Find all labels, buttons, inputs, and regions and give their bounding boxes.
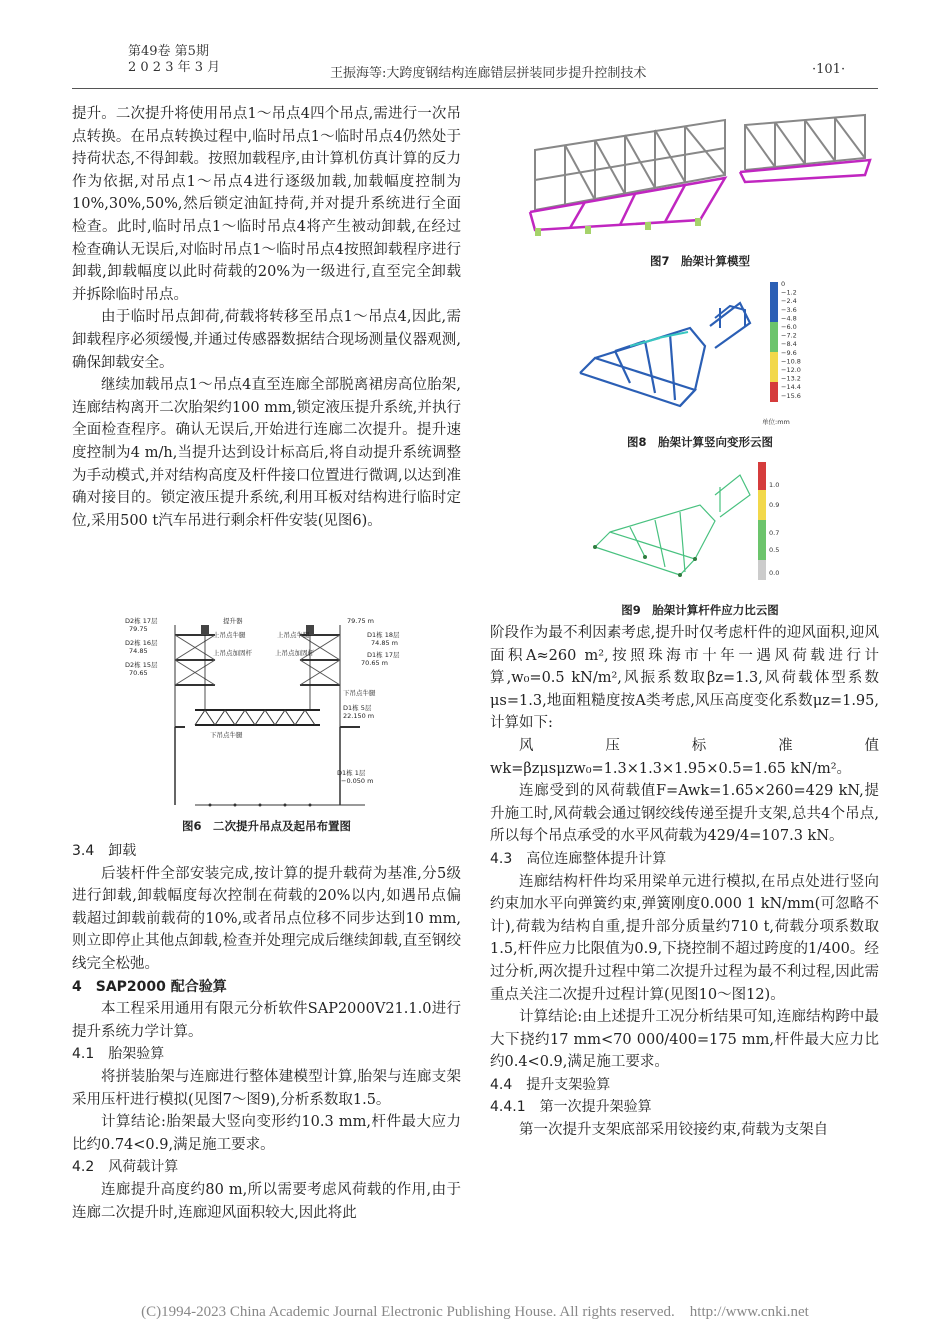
left-column-bottom xyxy=(72,840,461,1224)
section-heading: 4.3 高位连廊整体提升计算 xyxy=(490,850,667,867)
fig8-legend-label: −12.0 xyxy=(781,366,801,374)
fig6-label: 上吊点牛腿 xyxy=(277,631,310,639)
fig8-legend-label: −13.2 xyxy=(781,374,801,383)
copyright-footer: (C)1994-2023 China Academic Journal Electronic Publishing House. All rights reserved. http://www.cnki.net xyxy=(141,1304,809,1320)
figure-9-caption: 图9 胎架计算杆件应力比云图 xyxy=(621,603,779,617)
fig8-legend-label: −1.2 xyxy=(781,288,797,297)
volume-issue: 第49卷 第5期 xyxy=(128,44,209,59)
header-rule xyxy=(72,88,878,89)
figure-9-stress-ratio xyxy=(590,457,790,597)
figure-7-model xyxy=(525,100,885,250)
section-heading: 3.4 卸载 xyxy=(72,843,137,859)
paragraph: 计算结论:由上述提升工况分析结果可知,连廊结构跨中最大下挠约17 mm<70 000/400=175 mm,杆件最大应力比约0.4<0.9,满足施工要求。 xyxy=(490,1009,879,1071)
fig9-legend-label: 0.9 xyxy=(769,501,780,509)
fig9-legend-label: 0.5 xyxy=(769,546,780,554)
paragraph: 将拼装胎架与连廊进行整体建模型计算,胎架与连廊支架采用压杆进行模拟(见图7～图9),分析系数取1.5。 xyxy=(72,1068,461,1108)
fig6-label: 上吊点牛腿 xyxy=(213,631,246,639)
fig8-legend-label: 0 xyxy=(781,280,786,288)
fig6-label: D2栋 15层 xyxy=(125,661,158,669)
paragraph: 连廊受到的风荷载值F=Awk=1.65×260=429 kN,提升施工时,风荷载会通过钢绞线传递至提升支架,总共4个吊点,所以每个吊点承受的水平风荷载为429/4=107.3 kN。 xyxy=(490,783,879,845)
fig6-label: 下吊点牛腿 xyxy=(210,731,243,739)
section-heading: 4.4.1 第一次提升架验算 xyxy=(490,1099,652,1116)
section-heading: 4.1 胎架验算 xyxy=(72,1046,165,1063)
paragraph: 本工程采用通用有限元分析软件SAP2000V21.1.0进行提升系统力学计算。 xyxy=(72,1001,461,1040)
publication-date: 2 0 2 3 年 3 月 xyxy=(128,60,221,75)
fig9-legend-label: 0.7 xyxy=(769,529,780,537)
section-heading: 4.4 提升支架验算 xyxy=(490,1076,611,1093)
fig8-legend-label: −14.4 xyxy=(781,383,801,392)
figure-7-caption: 图7 胎架计算模型 xyxy=(649,254,750,268)
fig6-label: 79.75 xyxy=(129,625,148,633)
fig6-label: 74.85 m xyxy=(371,639,399,647)
fig6-label: 74.85 xyxy=(129,647,148,655)
section-heading: 4.2 风荷载计算 xyxy=(72,1159,179,1176)
fig6-label: D1栋 5层 xyxy=(343,704,372,712)
fig8-legend-label: −15.6 xyxy=(781,391,801,400)
fig6-label: −0.050 m xyxy=(341,777,374,785)
formula: 风压标准值wk=βzμsμzw₀=1.3×1.3×1.95×0.5=1.65 kN/m²。 xyxy=(490,737,879,777)
fig9-legend-label: 0.0 xyxy=(769,569,780,577)
fig6-label: D1栋 1层 xyxy=(337,769,366,777)
paragraph: 提升。二次提升将使用吊点1～吊点4四个吊点,需进行一次吊点转换。在吊点转换过程中,临时吊点1～临时吊点4仍然处于持荷状态,不得卸载。按照加载程序,由计算机仿真计算的反力作为依据,对吊点1～吊点4进行逐级加载,加载幅度控制为10%,30%,50%,然后锁定油缸持荷,并对提升系统进行全面检查。此时,临时吊点1～临时吊点4将产生被动卸载,在经过检查确认无误后,对临时吊点1～临时吊点4按照卸载程序进行卸载,卸载幅度以此时荷载的20%为一级进行,直至完全卸载并拆除临时吊点。 xyxy=(72,106,461,303)
fig8-unit: 单位:mm xyxy=(762,418,790,426)
fig6-label: D1栋 17层 xyxy=(367,651,400,659)
figure-6-caption: 图6 二次提升吊点及起吊布置图 xyxy=(182,819,351,833)
journal-issue xyxy=(128,44,220,76)
fig8-legend-label: −2.4 xyxy=(781,297,797,306)
paragraph: 由于临时吊点卸荷,荷载将转移至吊点1～吊点4,因此,需卸载程序必须缓慢,并通过传感器数据结合现场测量仪器观测,确保卸载安全。 xyxy=(72,309,461,371)
page-number: ·101· xyxy=(812,62,846,77)
fig6-label: 上吊点加固杆 xyxy=(275,649,314,657)
paragraph: 后装杆件全部安装完成,按计算的提升载荷为基准,分5级进行卸载,卸载幅度每次控制在荷载的20%以内,如遇吊点偏载超过卸载前载荷的10%,或者吊点位移不同步达到10 mm,则立即停止其他点卸载,检查并处理完成后继续卸载,直至钢绞线完全松弛。 xyxy=(72,865,461,972)
fig8-legend-label: −6.0 xyxy=(781,323,797,331)
fig8-legend-label: −4.8 xyxy=(781,314,797,323)
fig6-label: 上吊点加固杆 xyxy=(213,649,252,657)
fig9-legend-label: 1.0 xyxy=(769,481,780,489)
fig6-label: D1栋 18层 xyxy=(367,631,400,639)
fig8-legend-label: −3.6 xyxy=(781,305,797,314)
running-title: 王振海等:大跨度钢结构连廊错层拼装同步提升控制技术 xyxy=(330,66,647,81)
right-column xyxy=(490,622,879,1142)
fig6-label: D2栋 16层 xyxy=(125,639,158,647)
section-heading: 4 SAP2000 配合验算 xyxy=(72,978,227,995)
left-column-top xyxy=(72,103,461,532)
paragraph: 计算结论:胎架最大竖向变形约10.3 mm,杆件最大应力比约0.74<0.9,满足施工要求。 xyxy=(72,1114,461,1153)
paragraph: 第一次提升支架底部采用铰接约束,荷载为支架自 xyxy=(519,1122,829,1139)
fig6-label: 下吊点牛腿 xyxy=(343,689,376,697)
paragraph: 连廊结构杆件均采用梁单元进行模拟,在吊点处进行竖向约束加水平向弹簧约束,弹簧刚度0.000 1 kN/mm(可忽略不计),荷载为结构自重,提升部分质量约710 t,荷载分项系数取1.5,杆件应力比限值为0.9,下挠控制不超过跨度的1/400。经过分析,两次提升过程中第二次提升过程为最不利过程,因此需重点关注二次提升过程计算(见图10～图12)。 xyxy=(490,873,879,1003)
fig6-label: D2栋 17层 xyxy=(125,617,158,625)
fig6-label: 22.150 m xyxy=(343,712,375,720)
paragraph: 连廊提升高度约80 m,所以需要考虑风荷载的作用,由于连廊二次提升时,连廊迎风面积较大,因此将此 xyxy=(72,1181,461,1221)
paragraph: 阶段作为最不利因素考虑,提升时仅考虑杆件的迎风面积,迎风面积A≈260 m²,按照珠海市十年一遇风荷载进行计算,w₀=0.5 kN/m²,风振系数取βz=1.3,风荷载体型系数μs=1.3,地面粗糙度按A类考虑,风压高度变化系数μz=1.95,计算如下: xyxy=(490,625,879,732)
figure-8-deformation xyxy=(570,278,820,433)
paragraph: 继续加载吊点1～吊点4直至连廊全部脱离裙房高位胎架,连廊结构离开二次胎架约100 mm,锁定液压提升系统,并执行全面检查程序。确认无误后,开始进行连廊二次提升。提升速度控制为4 m/h,当提升达到设计标高后,将自动提升系统调整为手动模式,并对结构高度及杆件接口位置进行微调,以达到准确对接目的。锁定液压提升系统,利用耳板对结构进行临时定位,采用500 t汽车吊进行剩余杆件安装(见图6)。 xyxy=(72,377,461,529)
fig8-legend-label: −8.4 xyxy=(781,340,797,349)
fig6-label: 70.65 m xyxy=(361,659,389,667)
fig8-legend-label: −7.2 xyxy=(781,331,797,340)
fig6-label: 79.75 m xyxy=(347,617,375,625)
figure-6-lifting-layout xyxy=(115,615,435,815)
fig6-label: 提升器 xyxy=(223,617,243,625)
figure-8-caption: 图8 胎架计算竖向变形云图 xyxy=(626,435,773,449)
fig8-legend-label: −9.6 xyxy=(781,348,797,357)
fig8-legend-label: −10.8 xyxy=(781,357,801,366)
fig6-label: 70.65 xyxy=(129,669,148,677)
